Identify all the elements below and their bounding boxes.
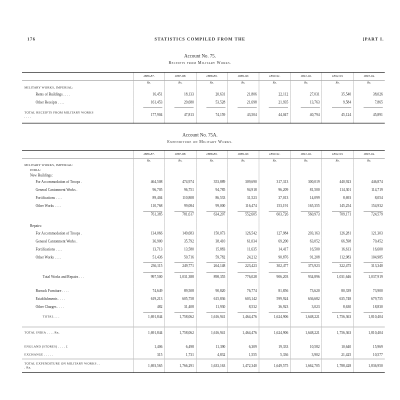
- value-cell: 223,423: [228, 261, 259, 271]
- value-cell: 14,099: [290, 194, 321, 202]
- value-cell: 104,985: [353, 253, 384, 261]
- value-cell: 3,902: [290, 351, 321, 359]
- year-header: 1893-94.: [353, 150, 384, 158]
- value-cell: 45,891: [353, 106, 384, 123]
- value-cell: 1,756,363: [322, 311, 353, 323]
- repairs-heading: Repairs:: [30, 224, 42, 228]
- total-receipts-row: [22, 106, 385, 123]
- value-cell: 114,301: [322, 186, 353, 194]
- value-cell: 761,385: [133, 210, 164, 219]
- value-cell: 934,896: [290, 271, 321, 283]
- total-expenditure-row: [22, 359, 385, 373]
- value-cell: 96,705: [133, 186, 164, 194]
- value-cell: 1,691,844: [133, 311, 164, 323]
- value-cell: 440,923: [322, 178, 353, 186]
- row-label: TOTAL INDIA . . . . Rx.: [22, 327, 133, 339]
- value-cell: 1,464,476: [228, 327, 259, 339]
- value-cell: 127,984: [259, 229, 290, 237]
- value-cell: 322,475: [322, 261, 353, 271]
- value-cell: 615,836: [196, 295, 227, 303]
- india-heading: INDIA:: [30, 168, 41, 172]
- value-cell: 1,633,163: [196, 359, 227, 373]
- total-india-row: [22, 327, 385, 339]
- unit-cell: Rx.: [133, 158, 164, 162]
- value-cell: 8,532: [228, 303, 259, 311]
- value-cell: 724,579: [353, 210, 384, 219]
- unit-cell: Rx.: [228, 158, 259, 162]
- value-cell: 80,339: [322, 287, 353, 295]
- value-cell: 96,751: [165, 186, 196, 194]
- unit-cell: Rx.: [165, 158, 196, 162]
- value-cell: 6,498: [165, 343, 196, 351]
- value-cell: 552,605: [228, 210, 259, 219]
- value-cell: 99,000: [196, 202, 227, 210]
- value-cell: 1,464,476: [228, 311, 259, 323]
- rep-other-works-row: [22, 253, 385, 261]
- value-cell: 21,806: [228, 90, 259, 98]
- value-cell: 73,900: [353, 287, 384, 295]
- value-cell: 317,313: [259, 178, 290, 186]
- value-cell: 37,013: [259, 194, 290, 202]
- nb-troops-row: [22, 178, 385, 186]
- nb-fortifications-row: [22, 194, 385, 202]
- value-cell: 59,782: [196, 253, 227, 261]
- row-label: ENGLAND (STORES) . . . . £: [24, 344, 68, 349]
- value-cell: 112,983: [322, 253, 353, 261]
- value-cell: 679,755: [353, 295, 384, 303]
- value-cell: 302,477: [259, 261, 290, 271]
- unit-cell: Rx.: [290, 80, 321, 84]
- value-cell: 70,452: [353, 237, 384, 245]
- value-cell: 76,774: [228, 287, 259, 295]
- year-header: 1891-92.: [290, 150, 321, 158]
- value-cell: 51,436: [133, 253, 164, 261]
- value-cell: 1,766,291: [165, 359, 196, 373]
- row-label: Other Works . . . .: [35, 255, 62, 260]
- row-label: For Accommodation of Troops .: [35, 231, 82, 236]
- value-cell: 709,171: [322, 210, 353, 219]
- year-header: 1890-91.: [259, 150, 290, 158]
- value-cell: 603,142: [228, 295, 259, 303]
- other-receipts-row: [22, 98, 385, 106]
- subtotal-blank-cell: [22, 261, 133, 271]
- value-cell: 22,112: [259, 90, 290, 98]
- value-cell: 47,813: [165, 106, 196, 123]
- value-cell: 150,073: [196, 229, 227, 237]
- value-cell: 1,810,404: [353, 311, 384, 323]
- year-header: 1892-93.: [322, 150, 353, 158]
- value-cell: 81,856: [259, 287, 290, 295]
- value-cell: 27,031: [290, 90, 321, 98]
- year-header: 1887-88.: [165, 72, 196, 80]
- unit-cell: Rx.: [259, 158, 290, 162]
- total-expenditure-label: TOTAL EXPENDITURE ON MILITARY WORKS . . . Rx.: [24, 361, 101, 370]
- value-cell: 1,031,646: [322, 271, 353, 283]
- nb-cantonment-row: [22, 186, 385, 194]
- unit-cell: Rx.: [259, 80, 290, 84]
- row-label: Other Charges . . . .: [35, 304, 64, 309]
- value-cell: 35,540: [322, 90, 353, 98]
- value-cell: 1,758,062: [165, 311, 196, 323]
- value-cell: 1,624,906: [259, 327, 290, 339]
- value-cell: 61,034: [228, 237, 259, 245]
- value-cell: 16,613: [322, 245, 353, 253]
- value-cell: 121,303: [353, 229, 384, 237]
- value-cell: 446,874: [353, 178, 384, 186]
- value-cell: 35,792: [165, 237, 196, 245]
- value-cell: 13,763: [290, 98, 321, 106]
- year-header: 1891-92.: [290, 72, 321, 80]
- value-cell: 1,691,844: [133, 327, 164, 339]
- unit-cell: Rx.: [353, 80, 384, 84]
- value-cell: 1,662,705: [290, 359, 321, 373]
- row-label: Establishments . . . .: [35, 296, 65, 301]
- receipts-table-body: [22, 72, 385, 123]
- nb-other-works-row: [22, 202, 385, 210]
- header-blank-cell: [22, 150, 133, 158]
- row-label: General Cantonment Works .: [35, 188, 78, 192]
- value-cell: 153,191: [259, 202, 290, 210]
- unit-cell: Rx.: [165, 80, 196, 84]
- unit-cell: Rx.: [228, 80, 259, 84]
- value-cell: 10,640: [322, 343, 353, 351]
- running-head-title: STATISTICS COMPILED FROM THE: [154, 36, 246, 42]
- year-header: 1893-94.: [353, 72, 384, 80]
- year-header-row: [22, 150, 385, 158]
- value-cell: 53,528: [196, 98, 227, 106]
- total-receipts-label: TOTAL RECEIPTS FROM MILITARY WORKS . . . .: [24, 110, 94, 119]
- value-cell: 464,508: [133, 178, 164, 186]
- value-cell: 44,047: [259, 106, 290, 123]
- value-cell: 1,406: [133, 343, 164, 351]
- value-cell: 1,758,062: [165, 327, 196, 339]
- year-header: 1889-90.: [228, 150, 259, 158]
- value-cell: 21,935: [259, 98, 290, 106]
- total-works-repairs-row: [22, 271, 385, 283]
- year-header: 1892-93.: [322, 72, 353, 80]
- row-label: For Accommodation of Troops .: [35, 180, 82, 184]
- row-label: Other Works . . . .: [35, 204, 62, 208]
- value-cell: 45,124: [322, 106, 353, 123]
- value-cell: 31,523: [228, 194, 259, 202]
- other-charges-row: [22, 303, 385, 311]
- running-head-part: [PART I.: [362, 36, 384, 42]
- value-cell: 177,904: [133, 106, 164, 123]
- unit-cell: Rx.: [322, 80, 353, 84]
- value-cell: 619,213: [133, 295, 164, 303]
- value-cell: 134,066: [133, 229, 164, 237]
- new-buildings-subtotal-row: [22, 210, 385, 219]
- value-cell: 1,836,950: [353, 359, 384, 373]
- value-cell: 1,648,221: [290, 311, 321, 323]
- value-cell: 165,355: [290, 202, 321, 210]
- year-header: 1886-87.: [133, 72, 164, 80]
- value-cell: 116,474: [228, 202, 259, 210]
- value-cell: 36,900: [133, 237, 164, 245]
- total-label-cell: [22, 359, 133, 373]
- expenditure-table-body: [22, 150, 385, 372]
- value-cell: 90,876: [259, 253, 290, 261]
- unit-cell: Rx.: [290, 158, 321, 162]
- value-cell: 18,133: [165, 90, 196, 98]
- receipts-table: [22, 72, 385, 124]
- value-cell: 7,865: [353, 98, 384, 106]
- value-cell: 203,163: [290, 229, 321, 237]
- value-cell: 1,616,941: [196, 327, 227, 339]
- value-cell: 38,026: [353, 90, 384, 98]
- header-blank-cell: [22, 72, 133, 80]
- value-cell: 603,726: [259, 210, 290, 219]
- value-cell: 18,830: [353, 303, 384, 311]
- value-cell: 11,635: [228, 245, 259, 253]
- value-cell: 20,631: [196, 90, 227, 98]
- value-cell: 29,680: [165, 98, 196, 106]
- new-buildings-heading: New Buildings:: [30, 173, 53, 178]
- value-cell: 8,054: [353, 194, 384, 202]
- exchange-row: [22, 351, 385, 359]
- value-cell: 482: [133, 303, 164, 311]
- value-cell: 898,355: [196, 271, 227, 283]
- year-header-row: [22, 72, 385, 80]
- value-cell: 11,930: [196, 303, 227, 311]
- value-cell: 16,600: [353, 245, 384, 253]
- year-header: 1887-88.: [165, 150, 196, 158]
- year-header: 1886-87.: [133, 150, 164, 158]
- value-cell: 264,148: [196, 261, 227, 271]
- value-cell: 997,500: [133, 271, 164, 283]
- value-cell: 373,923: [290, 261, 321, 271]
- value-cell: 89,508: [165, 287, 196, 295]
- value-cell: 74,159: [196, 106, 227, 123]
- value-cell: 13,580: [165, 245, 196, 253]
- account-75a-subtitle: Expenditure on Military Works.: [167, 139, 233, 144]
- value-cell: 300,019: [290, 178, 321, 186]
- value-cell: 1,031,388: [165, 271, 196, 283]
- row-label: Fortifications . . . .: [35, 247, 63, 252]
- england-stores-row: [22, 343, 385, 351]
- value-cell: 1,810,404: [353, 327, 384, 339]
- value-cell: 1,649,575: [259, 359, 290, 373]
- value-cell: 38,410: [196, 237, 227, 245]
- value-cell: 50,716: [165, 253, 196, 261]
- value-cell: 6,309: [228, 343, 259, 351]
- value-cell: 13,713: [133, 245, 164, 253]
- value-cell: 69,200: [259, 237, 290, 245]
- value-cell: 94,918: [228, 186, 259, 194]
- value-cell: 1,555: [228, 351, 259, 359]
- year-header: 1889-90.: [228, 72, 259, 80]
- value-cell: 9,584: [322, 98, 353, 106]
- row-label: Other Receipts . . . .: [35, 100, 65, 105]
- value-cell: 249,771: [165, 261, 196, 271]
- value-cell: 10,577: [353, 351, 384, 359]
- value-cell: 15,969: [353, 343, 384, 351]
- page-number: 176: [27, 36, 36, 42]
- value-cell: 605,758: [165, 295, 196, 303]
- value-cell: 73,620: [290, 287, 321, 295]
- value-cell: 1,037,919: [353, 271, 384, 283]
- value-cell: 236,115: [133, 261, 164, 271]
- rep-cantonment-row: [22, 237, 385, 245]
- value-cell: 21,425: [322, 351, 353, 359]
- value-cell: 89,404: [133, 194, 164, 202]
- value-cell: 126,281: [322, 229, 353, 237]
- total-label-cell: [22, 106, 133, 123]
- value-cell: 10,582: [290, 343, 321, 351]
- value-cell: 86,533: [196, 194, 227, 202]
- value-cell: 110,808: [165, 194, 196, 202]
- value-cell: 599,924: [259, 295, 290, 303]
- value-cell: 635,748: [322, 295, 353, 303]
- unit-cell: Rx.: [196, 158, 227, 162]
- value-cell: 94,785: [196, 186, 227, 194]
- value-cell: 24,212: [228, 253, 259, 261]
- value-cell: 110,768: [133, 202, 164, 210]
- subtotal-blank-cell: [22, 210, 133, 219]
- value-cell: 15,883: [196, 245, 227, 253]
- value-cell: 636,682: [290, 295, 321, 303]
- account-75-subtitle: Receipts from Military Works.: [168, 60, 232, 66]
- value-cell: 19,333: [259, 343, 290, 351]
- value-cell: 43,504: [228, 106, 259, 123]
- value-cell: 776,028: [228, 271, 259, 283]
- value-cell: 149,683: [165, 229, 196, 237]
- value-cell: 353,889: [196, 178, 227, 186]
- section-heading: MILITARY WORKS, IMPERIAL:: [24, 163, 74, 167]
- unit-cell: Rx.: [353, 158, 384, 162]
- value-cell: 1,648,221: [290, 327, 321, 339]
- value-cell: 14,417: [259, 245, 290, 253]
- expenditure-table: [22, 150, 385, 373]
- value-cell: 161,453: [133, 98, 164, 106]
- value-cell: 74,649: [133, 287, 164, 295]
- row-label: Total Works and Repairs . . .: [42, 274, 84, 279]
- value-cell: 96,209: [259, 186, 290, 194]
- year-header: 1890-91.: [259, 72, 290, 80]
- rep-fortifications-row: [22, 245, 385, 253]
- year-header: 1888-89.: [196, 72, 227, 80]
- row-label: Rents of Buildings . . . .: [35, 92, 70, 97]
- value-cell: 1,756,363: [322, 327, 353, 339]
- value-cell: 1,788,428: [322, 359, 353, 373]
- row-label: EXCHANGE . . . . .: [24, 352, 53, 357]
- value-cell: 1,472,340: [228, 359, 259, 373]
- value-cell: 154,932: [353, 202, 384, 210]
- value-cell: 1,624,906: [259, 311, 290, 323]
- row-label: Fortifications . . . .: [35, 196, 63, 200]
- account-75a-title: Account No. 75A.: [182, 132, 218, 138]
- establishments-row: [22, 295, 385, 303]
- value-cell: 81,500: [290, 186, 321, 194]
- value-cell: 66,598: [322, 237, 353, 245]
- value-cell: 99,084: [165, 202, 196, 210]
- value-cell: 560,973: [290, 210, 321, 219]
- value-cell: 8,630: [322, 303, 353, 311]
- value-cell: 315: [133, 351, 164, 359]
- value-cell: 31,408: [165, 303, 196, 311]
- row-label: TOTAL . . .: [42, 314, 60, 319]
- unit-cell: Rx.: [196, 80, 227, 84]
- value-cell: 1,693,565: [133, 359, 164, 373]
- value-cell: 11,390: [196, 343, 227, 351]
- value-cell: 634,207: [196, 210, 227, 219]
- value-cell: 16,500: [290, 245, 321, 253]
- value-cell: 781,617: [165, 210, 196, 219]
- value-cell: 90,820: [196, 287, 227, 295]
- value-cell: 5,336: [259, 351, 290, 359]
- value-cell: 40,794: [290, 106, 321, 123]
- value-cell: 16,451: [133, 90, 164, 98]
- value-cell: 4,832: [196, 351, 227, 359]
- repairs-subtotal-row: [22, 261, 385, 271]
- value-cell: 36,923: [259, 303, 290, 311]
- total-row: [22, 311, 385, 323]
- unit-cell: Rx.: [322, 158, 353, 162]
- value-cell: 126,542: [228, 229, 259, 237]
- value-cell: 21,698: [228, 98, 259, 106]
- value-cell: 1,616,941: [196, 311, 227, 323]
- rents-row: [22, 90, 385, 98]
- value-cell: 906,203: [259, 271, 290, 283]
- value-cell: 145,254: [322, 202, 353, 210]
- value-cell: 114,719: [353, 186, 384, 194]
- row-label: Barrack Furniture . . . .: [35, 288, 69, 293]
- value-cell: 1,731: [165, 351, 196, 359]
- value-cell: 63,052: [290, 237, 321, 245]
- row-label: General Cantonment Works .: [35, 239, 78, 244]
- rep-troops-row: [22, 229, 385, 237]
- value-cell: 91,208: [290, 253, 321, 261]
- year-header: 1888-89.: [196, 150, 227, 158]
- barrack-furniture-row: [22, 287, 385, 295]
- value-cell: 474,974: [165, 178, 196, 186]
- value-cell: 8,693: [322, 194, 353, 202]
- value-cell: 3,023: [290, 303, 321, 311]
- value-cell: 309,690: [228, 178, 259, 186]
- section-heading: MILITARY WORKS, IMPERIAL:: [24, 85, 74, 90]
- value-cell: 313,340: [353, 261, 384, 271]
- account-75-title: Account No. 75.: [184, 53, 216, 59]
- unit-cell: Rx.: [133, 80, 164, 84]
